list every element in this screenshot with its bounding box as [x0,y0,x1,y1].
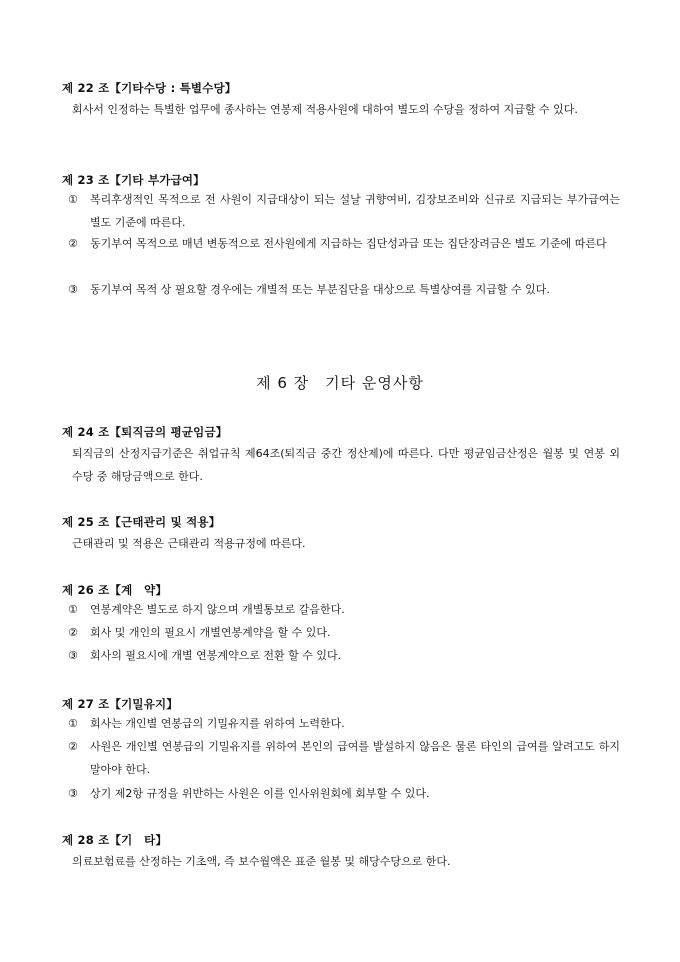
item-text: 회사는 개인별 연봉급의 기밀유지를 위하여 노력한다. [90,717,345,730]
article-23-item-2 [68,232,620,255]
article-28-paragraph: 의료보험료를 산정하는 기초액, 즉 보수월액은 표준 월봉 및 해당수당으로 한다. [72,855,451,868]
article-26-item-1 [68,598,620,621]
item-number: ① [68,717,78,730]
article-28-title: 제 28 조【기 타】 [62,833,168,847]
article-26-item-2 [68,621,620,644]
article-26-title: 제 26 조【계 약】 [62,583,168,597]
chapter-title: 제 6 장 기타 운영사항 [256,374,424,392]
article-27-item-3 [68,782,620,805]
item-number: ② [68,740,78,753]
item-text: 동기부여 목적 상 필요할 경우에는 개별적 또는 부분집단을 대상으로 특별상여를 지급할 수 있다. [90,283,550,296]
article-27-item-1 [68,712,620,735]
item-text: 사원은 개인별 연봉급의 기밀유지를 위하여 본인의 급여를 발설하지 않음은 물론 타인의 급여를 알려고도 하지 말아야 한다. [90,740,620,776]
item-text: 복리후생적인 목적으로 전 사원이 지급대상이 되는 설날 귀향여비, 김장보조비와 신규로 지급되는 부가급여는 별도 기준에 따른다. [90,193,620,229]
item-text: 연봉계약은 별도로 하지 않으며 개별통보로 갈음한다. [90,603,345,616]
article-23-item-3 [68,278,620,301]
item-number: ② [68,626,78,639]
article-26-item-3 [68,644,620,667]
item-number: ③ [68,283,78,296]
article-27-item-2 [68,735,620,781]
article-24-paragraph: 퇴직금의 산정지급기준은 취업규칙 제64조(퇴직금 중간 정산제)에 따른다. 다만 평균임금산정은 월봉 및 연봉 외 수당 중 해당금액으로 한다. [72,447,620,483]
item-number: ③ [68,787,78,800]
item-number: ① [68,603,78,616]
article-25-paragraph: 근태관리 및 적용은 근태관리 적용규정에 따른다. [72,537,306,550]
item-text: 상기 제2항 규정을 위반하는 사원은 이를 인사위원회에 회부할 수 있다. [90,787,430,800]
item-number: ② [68,237,78,250]
article-23-title: 제 23 조【기타 부가급여】 [62,173,205,187]
article-25-title: 제 25 조【근태관리 및 적용】 [62,515,221,529]
article-24-title: 제 24 조【퇴직금의 평균임금】 [62,425,228,439]
item-text: 동기부여 목적으로 매년 변동적으로 전사원에게 지급하는 집단성과급 또는 집단장려금은 별도 기준에 따른다 [90,237,607,250]
item-text: 회사의 필요시에 개별 연봉계약으로 전환 할 수 있다. [90,649,342,662]
article-22-title: 제 22 조【기타수당 : 특별수당】 [62,81,237,95]
article-27-title: 제 27 조【기밀유지】 [62,697,179,711]
item-number: ① [68,193,78,206]
article-23-item-1 [68,188,620,234]
article-22-paragraph: 회사서 인정하는 특별한 업무에 종사하는 연봉제 적용사원에 대하여 별도의 수당을 정하여 지급할 수 있다. [72,103,578,116]
item-number: ③ [68,649,78,662]
item-text: 회사 및 개인의 필요시 개별연봉계약을 할 수 있다. [90,626,331,639]
